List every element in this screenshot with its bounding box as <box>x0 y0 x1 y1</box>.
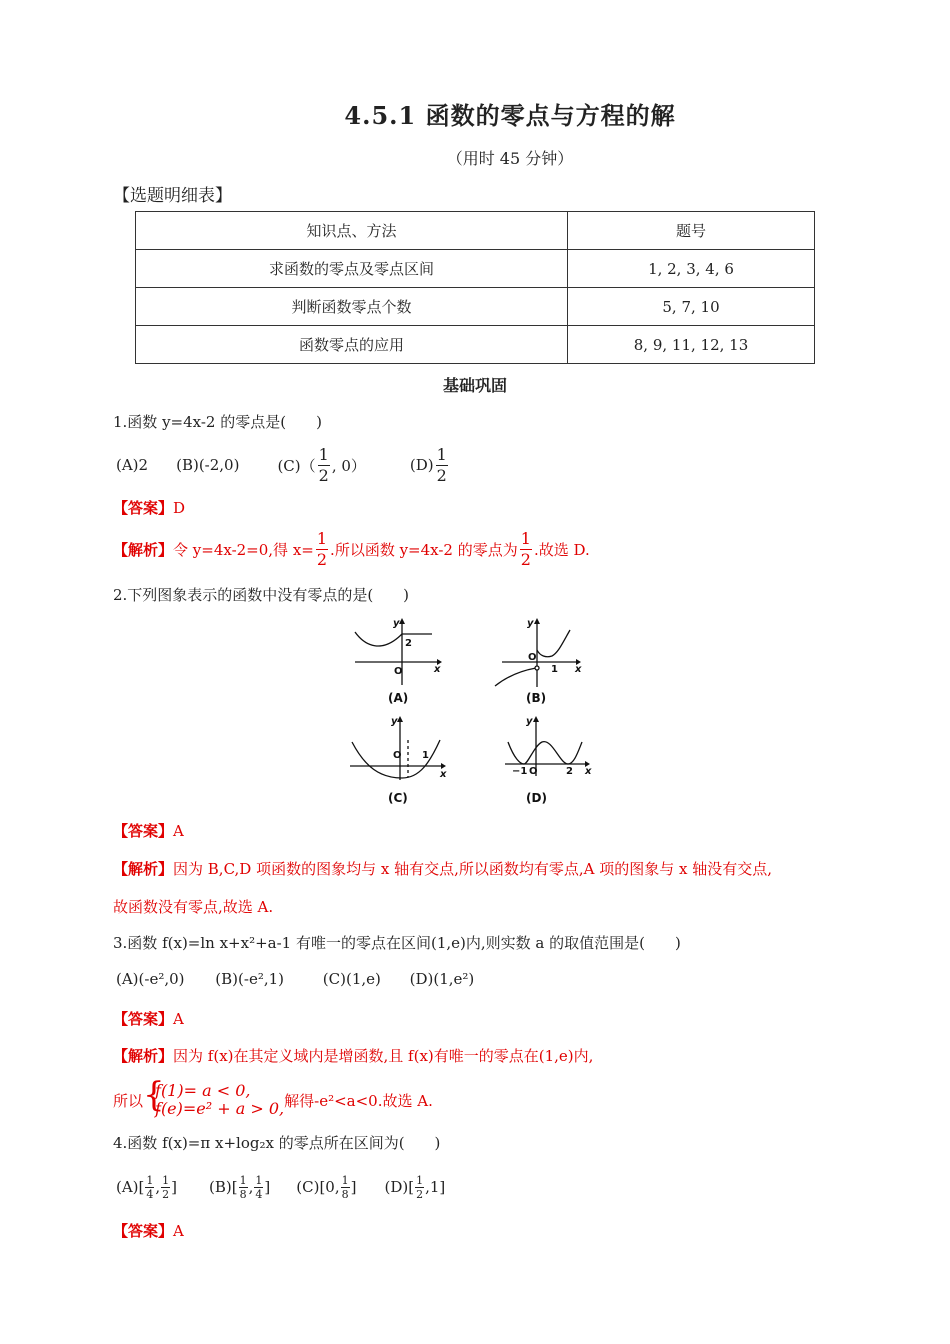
section-title: 【选题明细表】 <box>113 186 232 206</box>
svg-text:y: y <box>393 618 400 629</box>
analysis-2-line2: 故函数没有零点,故选 A. <box>113 898 274 916</box>
page-title: 4.5.1 函数的零点与方程的解 <box>344 101 676 130</box>
svg-text:y: y <box>526 716 533 727</box>
answer-4: 【答案】A <box>113 1222 184 1240</box>
fraction: $\frac{1}{2}$ <box>318 444 329 485</box>
svg-text:O: O <box>529 766 538 777</box>
table-cell: 5, 7, 10 <box>568 288 815 326</box>
option-a: (A)[ <box>116 1178 145 1196</box>
svg-text:x: x <box>440 769 447 780</box>
answer-2: 【答案】A <box>113 822 184 840</box>
option-d: (D)(1,e²) <box>409 970 475 988</box>
table-cell: 8, 9, 11, 12, 13 <box>568 326 815 364</box>
analysis-1: 【解析】 令 y=4x-2=0,得 x= $\frac{1}{2}$ .所以函数 y=4x-2 的零点为 $\frac{1}{2}$ .故选 D. <box>113 528 590 569</box>
svg-text:2: 2 <box>566 766 573 777</box>
option-b: (B)(-e²,1) <box>215 970 284 988</box>
table-cell: 判断函数零点个数 <box>136 288 568 326</box>
table-header-cell: 题号 <box>568 212 815 250</box>
svg-text:2: 2 <box>405 638 412 649</box>
option-c-prefix: (C)（ <box>277 456 316 475</box>
analysis-2-line1: 【解析】因为 B,C,D 项函数的图象均与 x 轴有交点,所以函数均有零点,A 项的图象与 x 轴没有交点, <box>113 860 772 878</box>
table-row <box>136 250 815 288</box>
svg-text:O: O <box>393 750 402 761</box>
graph-label: (D) <box>526 791 547 805</box>
option-a: (A)(-e²,0) <box>116 970 185 988</box>
option-d: (D)[ <box>384 1178 415 1196</box>
svg-text:1: 1 <box>422 750 429 761</box>
answer-1: 【答案】D <box>113 499 186 517</box>
question-4-options: (A)[ 1 4 , 1 2 ] (B)[ 1 8 , 1 4 ] (C)[0, 1 8 ] (D)[ 1 2 ,1] <box>116 1173 446 1201</box>
answer-3: 【答案】A <box>113 1010 184 1028</box>
svg-text:x: x <box>585 766 592 777</box>
fraction: $\frac{1}{2}$ <box>436 444 447 485</box>
question-4-stem: 4.函数 f(x)=π x+log₂x 的零点所在区间为( ) <box>113 1134 441 1152</box>
graph-label: (B) <box>526 691 547 705</box>
svg-text:−1: −1 <box>512 766 528 777</box>
table-row <box>136 288 815 326</box>
question-2-stem: 2.下列图象表示的函数中没有零点的是( ) <box>113 586 410 604</box>
table-cell: 求函数的零点及零点区间 <box>136 250 568 288</box>
graph-label: (A) <box>388 691 409 705</box>
svg-text:y: y <box>527 618 534 629</box>
analysis-3-line1: 【解析】因为 f(x)在其定义域内是增函数,且 f(x)有唯一的零点在(1,e)内, <box>113 1047 594 1065</box>
analysis-3-line2: 所以 { f(1)= a < 0, f(e)=e² + a > 0, 解得-e²<a<0.故选 A. <box>113 1075 433 1118</box>
svg-text:1: 1 <box>551 664 558 675</box>
table-cell: 1, 2, 3, 4, 6 <box>568 250 815 288</box>
question-3-options <box>116 970 474 988</box>
question-1-options <box>116 442 450 488</box>
option-b: (B)(-2,0) <box>176 456 240 474</box>
section-heading: 基础巩固 <box>442 376 507 395</box>
option-d: (D) <box>409 456 434 474</box>
question-3-stem: 3.函数 f(x)=ln x+x²+a-1 有唯一的零点在区间(1,e)内,则实数 a 的取值范围是( ) <box>113 934 681 952</box>
table-row <box>136 326 815 364</box>
option-c: (C)[0, <box>296 1178 340 1196</box>
option-c-suffix: , 0） <box>331 456 366 475</box>
svg-text:O: O <box>394 666 403 677</box>
table-header-cell: 知识点、方法 <box>136 212 568 250</box>
page-subtitle: （用时 45 分钟） <box>446 149 574 168</box>
svg-text:y: y <box>391 716 398 727</box>
svg-text:x: x <box>575 664 582 675</box>
option-a: (A)2 <box>116 456 149 474</box>
table-cell: 函数零点的应用 <box>136 326 568 364</box>
graph-label: (C) <box>388 791 408 805</box>
table-header-row <box>136 212 815 250</box>
svg-text:O: O <box>528 652 537 663</box>
option-c: (C)(1,e) <box>322 970 381 988</box>
question-1-stem: 1.函数 y=4x-2 的零点是( ) <box>113 413 322 431</box>
function-graphs <box>340 612 610 812</box>
option-b: (B)[ <box>209 1178 238 1196</box>
topic-table <box>135 211 815 364</box>
svg-text:x: x <box>434 664 441 675</box>
equation-system: { f(1)= a < 0, f(e)=e² + a > 0, <box>143 1075 285 1118</box>
